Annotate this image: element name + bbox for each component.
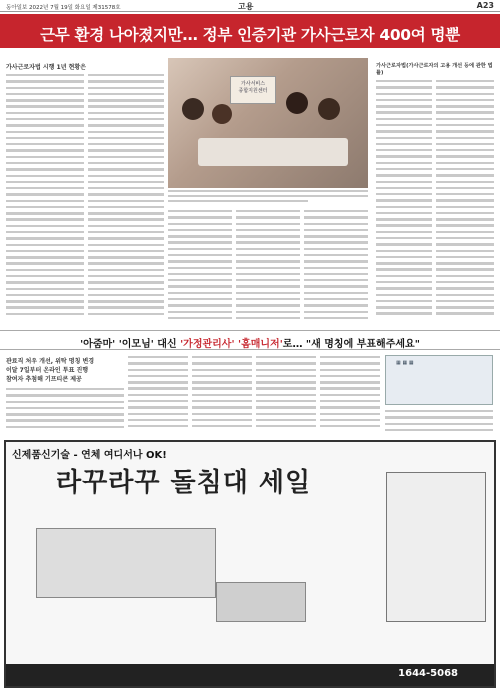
subhead-line-1: 관료직 처우 개선, 위탁 명칭 변경: [6, 358, 95, 365]
person-figure: [286, 92, 308, 114]
subhead-line-3: 참여자 추첨해 기프티콘 제공: [6, 376, 82, 383]
section-name: 고용: [238, 2, 254, 11]
person-figure: [212, 104, 232, 124]
advertisement[interactable]: [4, 440, 496, 688]
second-headline-band: [0, 330, 500, 350]
second-headline: [0, 335, 500, 350]
ad-product-image: [36, 528, 216, 598]
second-article-subhead: [6, 357, 126, 384]
headline-band: [0, 14, 500, 48]
ad-product-image: [216, 582, 306, 622]
ad-phone-number[interactable]: 1644-5068: [398, 668, 458, 679]
masthead-info: [6, 3, 121, 11]
article-column-6: [376, 80, 432, 324]
person-figure: [318, 98, 340, 120]
second-article-column-1: [6, 388, 124, 436]
second-article-column-4: [256, 356, 316, 436]
subhead-line-2: 이달 7일부터 온라인 투표 진행: [6, 367, 89, 374]
issue-date: 2022년 7월 19일 화요일: [29, 5, 91, 11]
page-number: A23: [476, 1, 494, 10]
ad-footer: [6, 664, 496, 686]
headline: 근무 환경 나아졌지만… 정부 인증기관 가사근로자 400여 명뿐: [40, 26, 460, 44]
article-column-2: [88, 74, 164, 324]
headline-connector: 대신: [153, 339, 181, 350]
photo-banner: [230, 76, 276, 104]
article-column-1: [6, 74, 84, 324]
lead-subhead: 가사근로자법 시행 1년 현황은: [6, 64, 86, 71]
ad-price-panel: [386, 472, 486, 622]
second-article-column-5: [320, 356, 380, 436]
ad-title: 신제품신기술 - 연체 여디서나 OK!: [12, 450, 167, 461]
issue-number: 제31578호: [92, 5, 121, 11]
meeting-table: [198, 138, 348, 166]
person-figure: [182, 98, 204, 120]
article-column-3: [168, 210, 232, 324]
second-article-column-2: [128, 356, 188, 436]
small-ad-graphic: ▦ ▦ ▦: [396, 360, 414, 366]
headline-term-3: '가정관리사': [180, 339, 235, 350]
second-article-column-3: [192, 356, 252, 436]
photo-banner-line2: 종합지원센터: [238, 88, 268, 94]
ad-headline: 라꾸라꾸 돌침대 세일: [56, 468, 312, 498]
masthead: [0, 0, 500, 12]
headline-term-2: '이모님': [118, 339, 154, 350]
headline-tail: 로… "새 명칭에 부표해주세요": [282, 339, 420, 350]
right-column-subhead: 가사근로자법(가사근로자의 고용 개선 등에 관한 법률): [376, 63, 493, 76]
headline-term-4: '홈매니저': [238, 339, 283, 350]
article-column-4: [236, 210, 300, 324]
article-column-7: [436, 80, 494, 324]
headline-term-1: '아줌마': [80, 339, 116, 350]
small-ad-box[interactable]: [385, 355, 493, 405]
article-photo: [168, 58, 368, 188]
paper-name: 동아일보: [6, 5, 28, 11]
photo-banner-line1: 가사서비스: [240, 81, 266, 87]
second-article-column-6: [385, 410, 493, 436]
article-column-5: [304, 210, 368, 324]
photo-caption: [168, 190, 368, 206]
